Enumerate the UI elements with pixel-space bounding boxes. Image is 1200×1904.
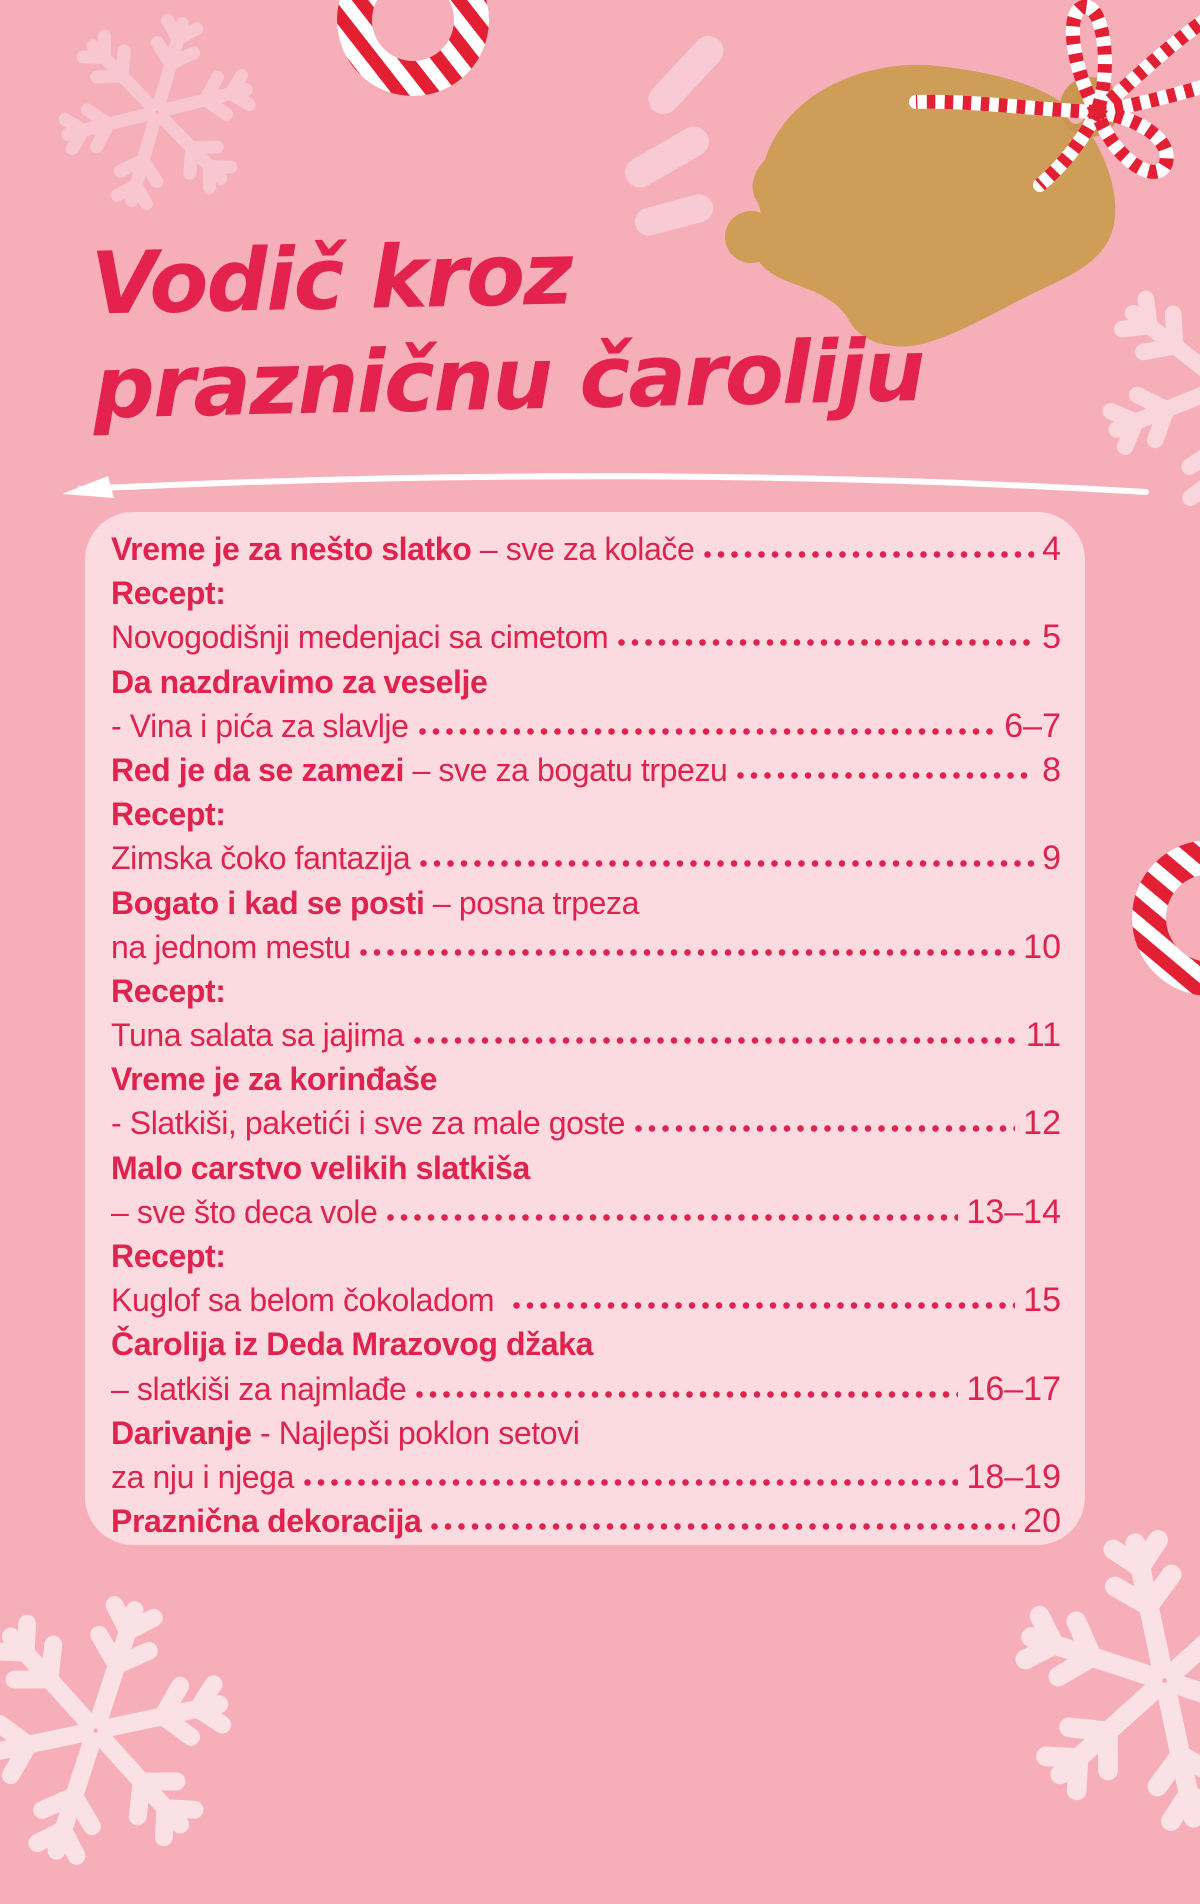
toc-entry [111,1101,1061,1145]
dot-leader [387,1214,958,1221]
toc-entry-text: Malo carstvo velikih slatkiša [111,1149,530,1186]
toc-entry [111,1499,1061,1543]
toc-entry-text: Kuglof sa belom čokoladom [111,1282,503,1319]
toc-entry-text: Praznična dekoracija [111,1503,422,1540]
toc-entry [111,704,1061,748]
toc-entry-text: - Vina i pića za slavlje [111,707,409,744]
page-number: 15 [1023,1281,1061,1320]
dot-leader [419,728,997,735]
page-number: 18–19 [966,1457,1061,1496]
toc-entry-text: Recept: [111,972,226,1009]
toc-entry [111,969,1061,1013]
toc-entry-text: Vreme je za korinđaše [111,1061,438,1098]
toc-entry [111,1455,1061,1499]
toc-entry-text: Recept: [111,575,226,612]
toc-entry [111,527,1061,571]
toc-entry [111,925,1061,969]
dot-leader [420,860,1034,867]
toc-entry-text: Vreme je za nešto slatko – sve za kolače [111,531,695,567]
toc-entry-text: Red je da se zamezi – sve za bogatu trpezu [111,751,728,788]
toc-entry [111,1411,1061,1455]
page-number: 13–14 [966,1192,1061,1231]
toc-entry [111,836,1061,880]
toc-entry-text: – slatkiši za najmlađe [111,1370,407,1407]
dot-leader [414,1037,1018,1044]
page-number: 20 [1023,1502,1061,1541]
toc-entry-text: Darivanje - Najlepši poklon setovi [111,1414,580,1451]
dot-leader [304,1479,958,1486]
page-number: 12 [1023,1104,1061,1143]
dot-leader [618,639,1034,646]
toc-entry-text: Recept: [111,1238,226,1274]
toc-entry [111,1278,1061,1322]
dot-leader [737,772,1034,779]
page-number: 5 [1042,618,1061,657]
title-underline-swoosh [0,0,1200,540]
title-line-2: prazničnu čaroliju [92,321,925,439]
toc-entry-text: Recept: [111,796,226,833]
toc-entry [111,1367,1061,1411]
title-line-1: Vodič kroz [89,224,573,335]
toc-entry [111,881,1061,925]
toc-entry [111,748,1061,792]
toc-entry [111,571,1061,615]
toc-entry-text: Bogato i kad se posti – posna trpeza [111,884,640,921]
page-number: 11 [1025,1016,1061,1055]
page-number: 8 [1042,750,1061,789]
toc-entry [111,615,1061,659]
toc-panel [85,512,1085,1545]
dot-leader [513,1302,1016,1309]
page-number: 6–7 [1004,706,1061,745]
toc-entry [111,1146,1061,1190]
page-number: 16–17 [966,1369,1061,1408]
dot-leader [431,1523,1015,1530]
toc-entry [111,792,1061,836]
snowflake-icon [984,1500,1200,1862]
dot-leader [360,949,1015,956]
toc-entry-text: Zimska čoko fantazija [111,840,411,877]
snowflake-icon [0,1557,269,1904]
toc-entry-text: - Slatkiši, paketići i sve za male goste [111,1105,625,1142]
toc-entry-text: Novogodišnji medenjaci sa cimetom [111,619,609,656]
toc-entry [111,1057,1061,1101]
toc-entry-text: Tuna salata sa jajima [111,1017,404,1054]
dot-leader [416,1391,958,1398]
page-number: 10 [1023,927,1061,966]
toc-entry [111,1190,1061,1234]
candy-cane-icon [1122,816,1200,1021]
toc-entry-text: Čarolija iz Deda Mrazovog džaka [111,1326,593,1363]
dot-leader [635,1125,1015,1132]
toc-entry-text: za nju i njega [111,1458,294,1495]
page-number: 9 [1042,839,1061,878]
dot-leader [704,551,1034,558]
toc-entry-text: – sve što deca vole [111,1193,378,1230]
toc-entry [111,1322,1061,1366]
toc-entry-text: Da nazdravimo za veselje [111,663,488,700]
page-number: 4 [1042,530,1061,568]
toc-entry-text: na jednom mestu [111,928,351,965]
toc-entry [111,1013,1061,1057]
toc-entry [111,660,1061,704]
toc-entry [111,1234,1061,1278]
